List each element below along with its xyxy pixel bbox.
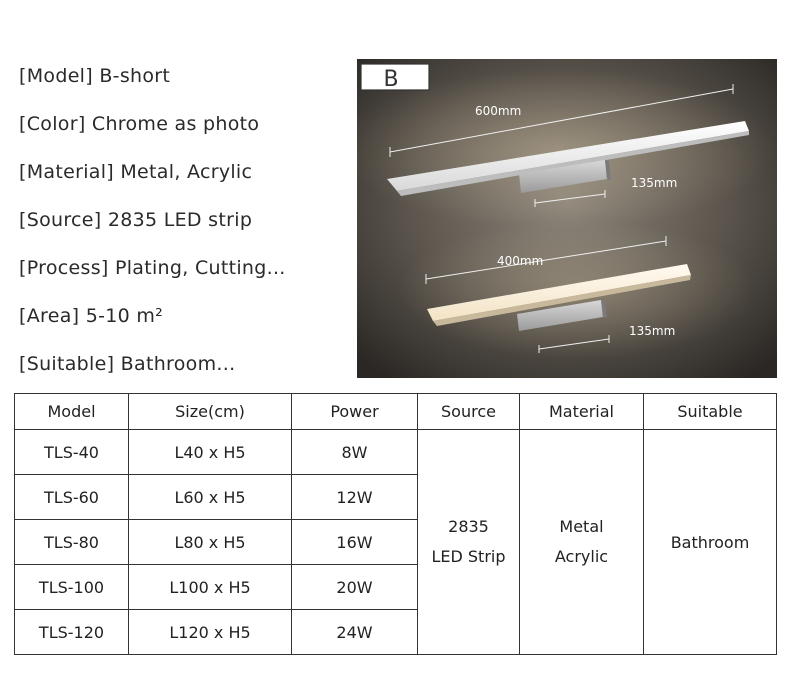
cell-power: 20W [292, 565, 418, 610]
spec-area: [Area] 5-10 m² [19, 305, 164, 327]
svg-text:135mm: 135mm [631, 176, 678, 190]
cell-source [418, 430, 520, 655]
cell-model: TLS-60 [15, 475, 129, 520]
svg-text:400mm: 400mm [497, 254, 544, 268]
cell-power: 16W [292, 520, 418, 565]
cell-model: TLS-80 [15, 520, 129, 565]
cell-model: TLS-100 [15, 565, 129, 610]
header-source: Source [418, 394, 520, 430]
header-material: Material [520, 394, 644, 430]
header-power: Power [292, 394, 418, 430]
spec-process: [Process] Plating, Cutting... [19, 257, 286, 279]
spec-table [14, 393, 777, 655]
table-row [15, 430, 777, 475]
cell-material [520, 430, 644, 655]
header-model: Model [15, 394, 129, 430]
spec-color: [Color] Chrome as photo [19, 113, 260, 135]
svg-text:600mm: 600mm [475, 104, 522, 118]
material-line-1: Metal [559, 517, 604, 536]
cell-size: L80 x H5 [129, 520, 292, 565]
header-size: Size(cm) [129, 394, 292, 430]
material-line-2: Acrylic [554, 547, 609, 566]
cell-size: L60 x H5 [129, 475, 292, 520]
cell-power: 12W [292, 475, 418, 520]
spec-model: [Model] B-short [19, 65, 171, 87]
header-suitable: Suitable [644, 394, 777, 430]
cell-suitable: Bathroom [644, 430, 777, 655]
cell-power: 24W [292, 610, 418, 655]
cell-model: TLS-120 [15, 610, 129, 655]
cell-size: L100 x H5 [129, 565, 292, 610]
spec-suitable: [Suitable] Bathroom... [19, 353, 236, 375]
cell-power: 8W [292, 430, 418, 475]
cell-model: TLS-40 [15, 430, 129, 475]
cell-size: L120 x H5 [129, 610, 292, 655]
svg-text:135mm: 135mm [629, 324, 676, 338]
source-line-1: 2835 [448, 517, 489, 536]
product-photo [357, 59, 777, 378]
svg-text:B: B [383, 67, 399, 92]
cell-size: L40 x H5 [129, 430, 292, 475]
spec-source: [Source] 2835 LED strip [19, 209, 253, 231]
spec-material: [Material] Metal, Acrylic [19, 161, 253, 183]
model-badge [361, 64, 429, 92]
source-line-2: LED Strip [431, 547, 506, 566]
table-header-row [15, 394, 777, 430]
